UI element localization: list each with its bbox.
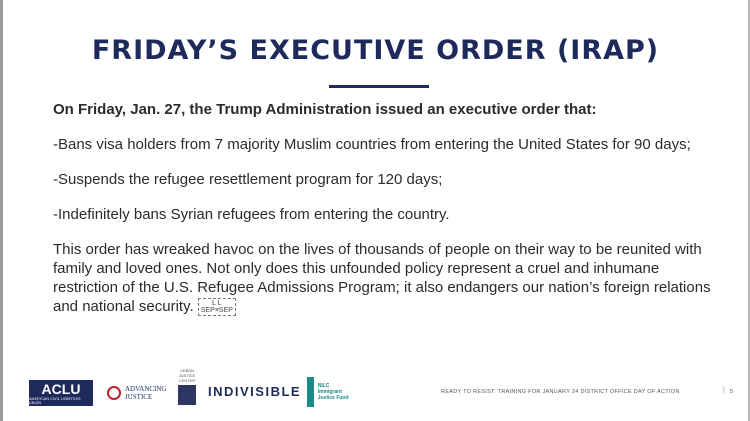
summary-text: This order has wreaked havoc on the lives of thousands of people on their way to be reunited with family and loved ones. Not only does this unfounded policy represent a cruel and inhumane restriction of the U.S. Refugee Admissions Program; it also endangers our nation’s foreign relations and national security.	[53, 241, 711, 315]
stamp-top: L L	[212, 300, 222, 308]
advancing-justice-logo	[107, 381, 169, 405]
nilc-logo	[307, 375, 351, 409]
footer-caption: READY TO RESIST: TRAINING FOR JANUARY 24 DISTRICT OFFICE DAY OF ACTION	[441, 389, 680, 395]
advancing-justice-text	[125, 385, 166, 401]
aclu-logo	[29, 380, 93, 406]
nilc-emblem-icon	[307, 377, 314, 407]
stamp-bottom: SEP≡SEP	[200, 307, 233, 315]
title-underline	[329, 85, 429, 88]
lead-paragraph: On Friday, Jan. 27, the Trump Administration issued an executive order that:	[53, 101, 597, 118]
ujc-text: URBAN JUSTICE CENTER	[178, 368, 196, 383]
bullet-visa-ban: -Bans visa holders from 7 majority Muslim countries from entering the United States for 90 days;	[53, 136, 691, 153]
advancing-word: ADVANCING	[125, 385, 167, 393]
nilc-text: NILC Immigrant Justice Fund	[317, 383, 349, 401]
slide-title: FRIDAY’S EXECUTIVE ORDER (IRAP)	[91, 35, 660, 66]
bullet-refugee-suspension: -Suspends the refugee resettlement program for 120 days;	[53, 171, 443, 188]
page-number: 5	[730, 389, 734, 395]
ujc-emblem-icon	[178, 385, 196, 405]
justice-word: JUSTICE	[125, 393, 153, 401]
bullet-syrian-ban: -Indefinitely bans Syrian refugees from entering the country.	[53, 206, 450, 223]
footer	[3, 368, 748, 420]
slide-body	[53, 100, 713, 332]
aclu-logo-text: ACLU	[41, 381, 81, 397]
indivisible-logo: INDIVISIBLE	[208, 384, 302, 399]
advancing-justice-mark-icon	[107, 386, 121, 400]
footer-separator: |	[723, 387, 725, 394]
aclu-logo-subtext: AMERICAN CIVIL LIBERTIES UNION	[29, 397, 81, 405]
stamp-icon	[198, 298, 236, 316]
urban-justice-center-logo	[177, 368, 197, 418]
summary-paragraph	[53, 240, 713, 316]
